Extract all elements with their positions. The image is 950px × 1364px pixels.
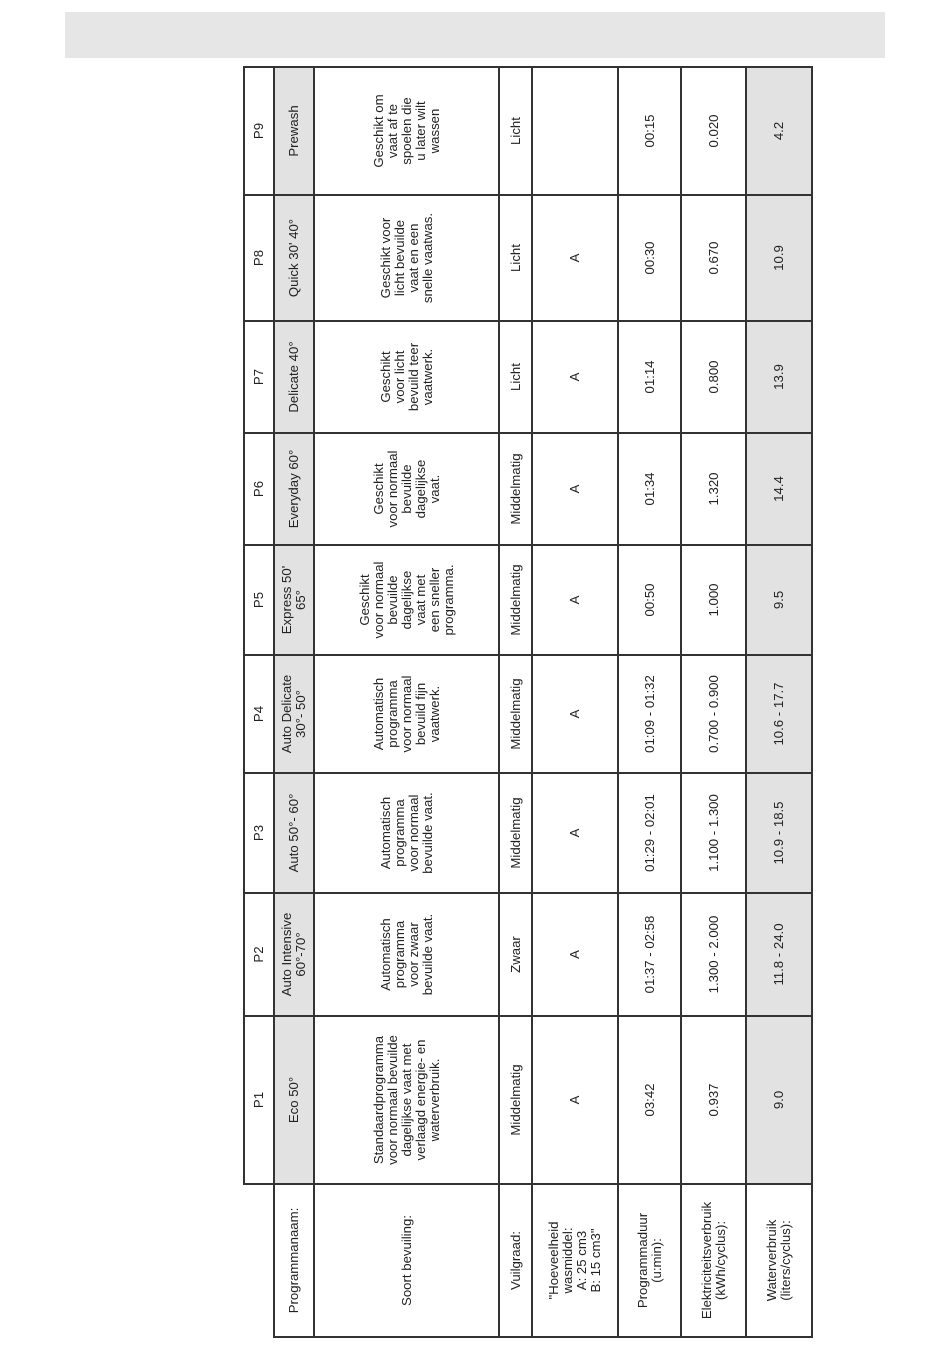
row-header: Elektriciteitsverbruik (kWh/cyclus): <box>681 1184 746 1337</box>
table-cell: Geschikt voor normaal bevuilde dagelijkse vaat met een sneller programma. <box>314 545 499 655</box>
row-header: Programmaduur (u:min): <box>618 1184 681 1337</box>
table-cell: 01:34 <box>618 433 681 545</box>
table-cell: Quick 30' 40° <box>274 195 314 321</box>
table-cell: 01:09 - 01:32 <box>618 655 681 773</box>
program-table-frame <box>243 68 813 1338</box>
column-header: P2 <box>244 893 274 1016</box>
table-cell: 9.5 <box>746 545 812 655</box>
table-cell: A <box>532 893 618 1016</box>
table-cell: Automatisch programma voor zwaar bevuilde vaat. <box>314 893 499 1016</box>
table-cell: Delicate 40° <box>274 321 314 433</box>
table-cell: Licht <box>499 321 532 433</box>
table-cell: 4.2 <box>746 67 812 195</box>
table-cell: Auto Intensive 60°-70° <box>274 893 314 1016</box>
table-cell: Middelmatig <box>499 655 532 773</box>
column-header: P7 <box>244 321 274 433</box>
table-cell: 0.670 <box>681 195 746 321</box>
table-cell: Express 50' 65° <box>274 545 314 655</box>
table-cell: 11.8 - 24.0 <box>746 893 812 1016</box>
table-row-hoeveelheid-wasmiddel <box>532 67 618 1337</box>
column-header: P4 <box>244 655 274 773</box>
table-cell: 00:15 <box>618 67 681 195</box>
table-cell: A <box>532 655 618 773</box>
table-cell <box>532 67 618 195</box>
table-cell: Eco 50° <box>274 1016 314 1184</box>
table-cell: 00:50 <box>618 545 681 655</box>
rotated-table-container <box>243 68 813 1338</box>
table-cell: 9.0 <box>746 1016 812 1184</box>
table-cell: 01:29 - 02:01 <box>618 773 681 893</box>
table-row-soort-bevuiling <box>314 67 499 1337</box>
column-header: P9 <box>244 67 274 195</box>
table-cell: 1.320 <box>681 433 746 545</box>
column-header: P1 <box>244 1016 274 1184</box>
table-cell: 1.100 - 1.300 <box>681 773 746 893</box>
table-cell: 0.020 <box>681 67 746 195</box>
table-cell: Licht <box>499 67 532 195</box>
table-row-programmaduur <box>618 67 681 1337</box>
row-header: Soort bevuiling: <box>314 1184 499 1337</box>
table-cell: 10.9 <box>746 195 812 321</box>
row-header: "Hoeveelheid wasmiddel: A: 25 cm3 B: 15 cm3" <box>532 1184 618 1337</box>
table-cell: A <box>532 321 618 433</box>
row-header: Waterverbruik (liters/cyclus): <box>746 1184 812 1337</box>
table-cell: 1.000 <box>681 545 746 655</box>
table-cell: Licht <box>499 195 532 321</box>
table-cell: Geschikt voor licht bevuild teer vaatwerk. <box>314 321 499 433</box>
program-table <box>243 66 813 1338</box>
column-header: P8 <box>244 195 274 321</box>
table-cell: Prewash <box>274 67 314 195</box>
table-cell: A <box>532 433 618 545</box>
table-cell: Everyday 60° <box>274 433 314 545</box>
table-cell: 0.937 <box>681 1016 746 1184</box>
table-cell: Zwaar <box>499 893 532 1016</box>
table-cell: 01:37 - 02:58 <box>618 893 681 1016</box>
table-row-programmanaam <box>274 67 314 1337</box>
table-cell: Auto 50°- 60° <box>274 773 314 893</box>
table-cell: A <box>532 1016 618 1184</box>
table-cell: 03:42 <box>618 1016 681 1184</box>
table-cell: Automatisch programma voor normaal bevuilde vaat. <box>314 773 499 893</box>
table-cell: Middelmatig <box>499 433 532 545</box>
table-cell: A <box>532 195 618 321</box>
table-row-vuilgraad <box>499 67 532 1337</box>
row-header: Vuilgraad: <box>499 1184 532 1337</box>
table-cell: Auto Delicate 30°- 50° <box>274 655 314 773</box>
corner-cell <box>244 1184 274 1337</box>
table-cell: 10.6 - 17.7 <box>746 655 812 773</box>
table-row-waterverbruik <box>746 67 812 1337</box>
column-header: P6 <box>244 433 274 545</box>
table-cell: 0.800 <box>681 321 746 433</box>
table-cell: A <box>532 545 618 655</box>
table-cell: 10.9 - 18.5 <box>746 773 812 893</box>
table-cell: Automatisch programma voor normaal bevuild fijn vaatwerk. <box>314 655 499 773</box>
table-cell: Geschikt om vaat af te spoelen die u later wilt wassen <box>314 67 499 195</box>
table-cell: 00:30 <box>618 195 681 321</box>
table-cell: Geschikt voor licht bevuilde vaat en een snelle vaatwas. <box>314 195 499 321</box>
table-cell: Standaardprogramma voor normaal bevuilde dagelijkse vaat met verlaagd energie- en waterverbruik. <box>314 1016 499 1184</box>
table-cell: 14.4 <box>746 433 812 545</box>
column-header: P5 <box>244 545 274 655</box>
row-header: Programmanaam: <box>274 1184 314 1337</box>
table-cell: 1.300 - 2.000 <box>681 893 746 1016</box>
page-header-bar <box>65 12 885 58</box>
table-cell: Middelmatig <box>499 545 532 655</box>
table-cell: 13.9 <box>746 321 812 433</box>
table-cell: A <box>532 773 618 893</box>
table-cell: 01:14 <box>618 321 681 433</box>
table-row-elektriciteitsverbruik <box>681 67 746 1337</box>
table-cell: Middelmatig <box>499 773 532 893</box>
table-cell: Geschikt voor normaal bevuilde dagelijkse vaat. <box>314 433 499 545</box>
table-cell: Middelmatig <box>499 1016 532 1184</box>
column-header-row <box>244 67 274 1337</box>
column-header: P3 <box>244 773 274 893</box>
table-cell: 0.700 - 0.900 <box>681 655 746 773</box>
